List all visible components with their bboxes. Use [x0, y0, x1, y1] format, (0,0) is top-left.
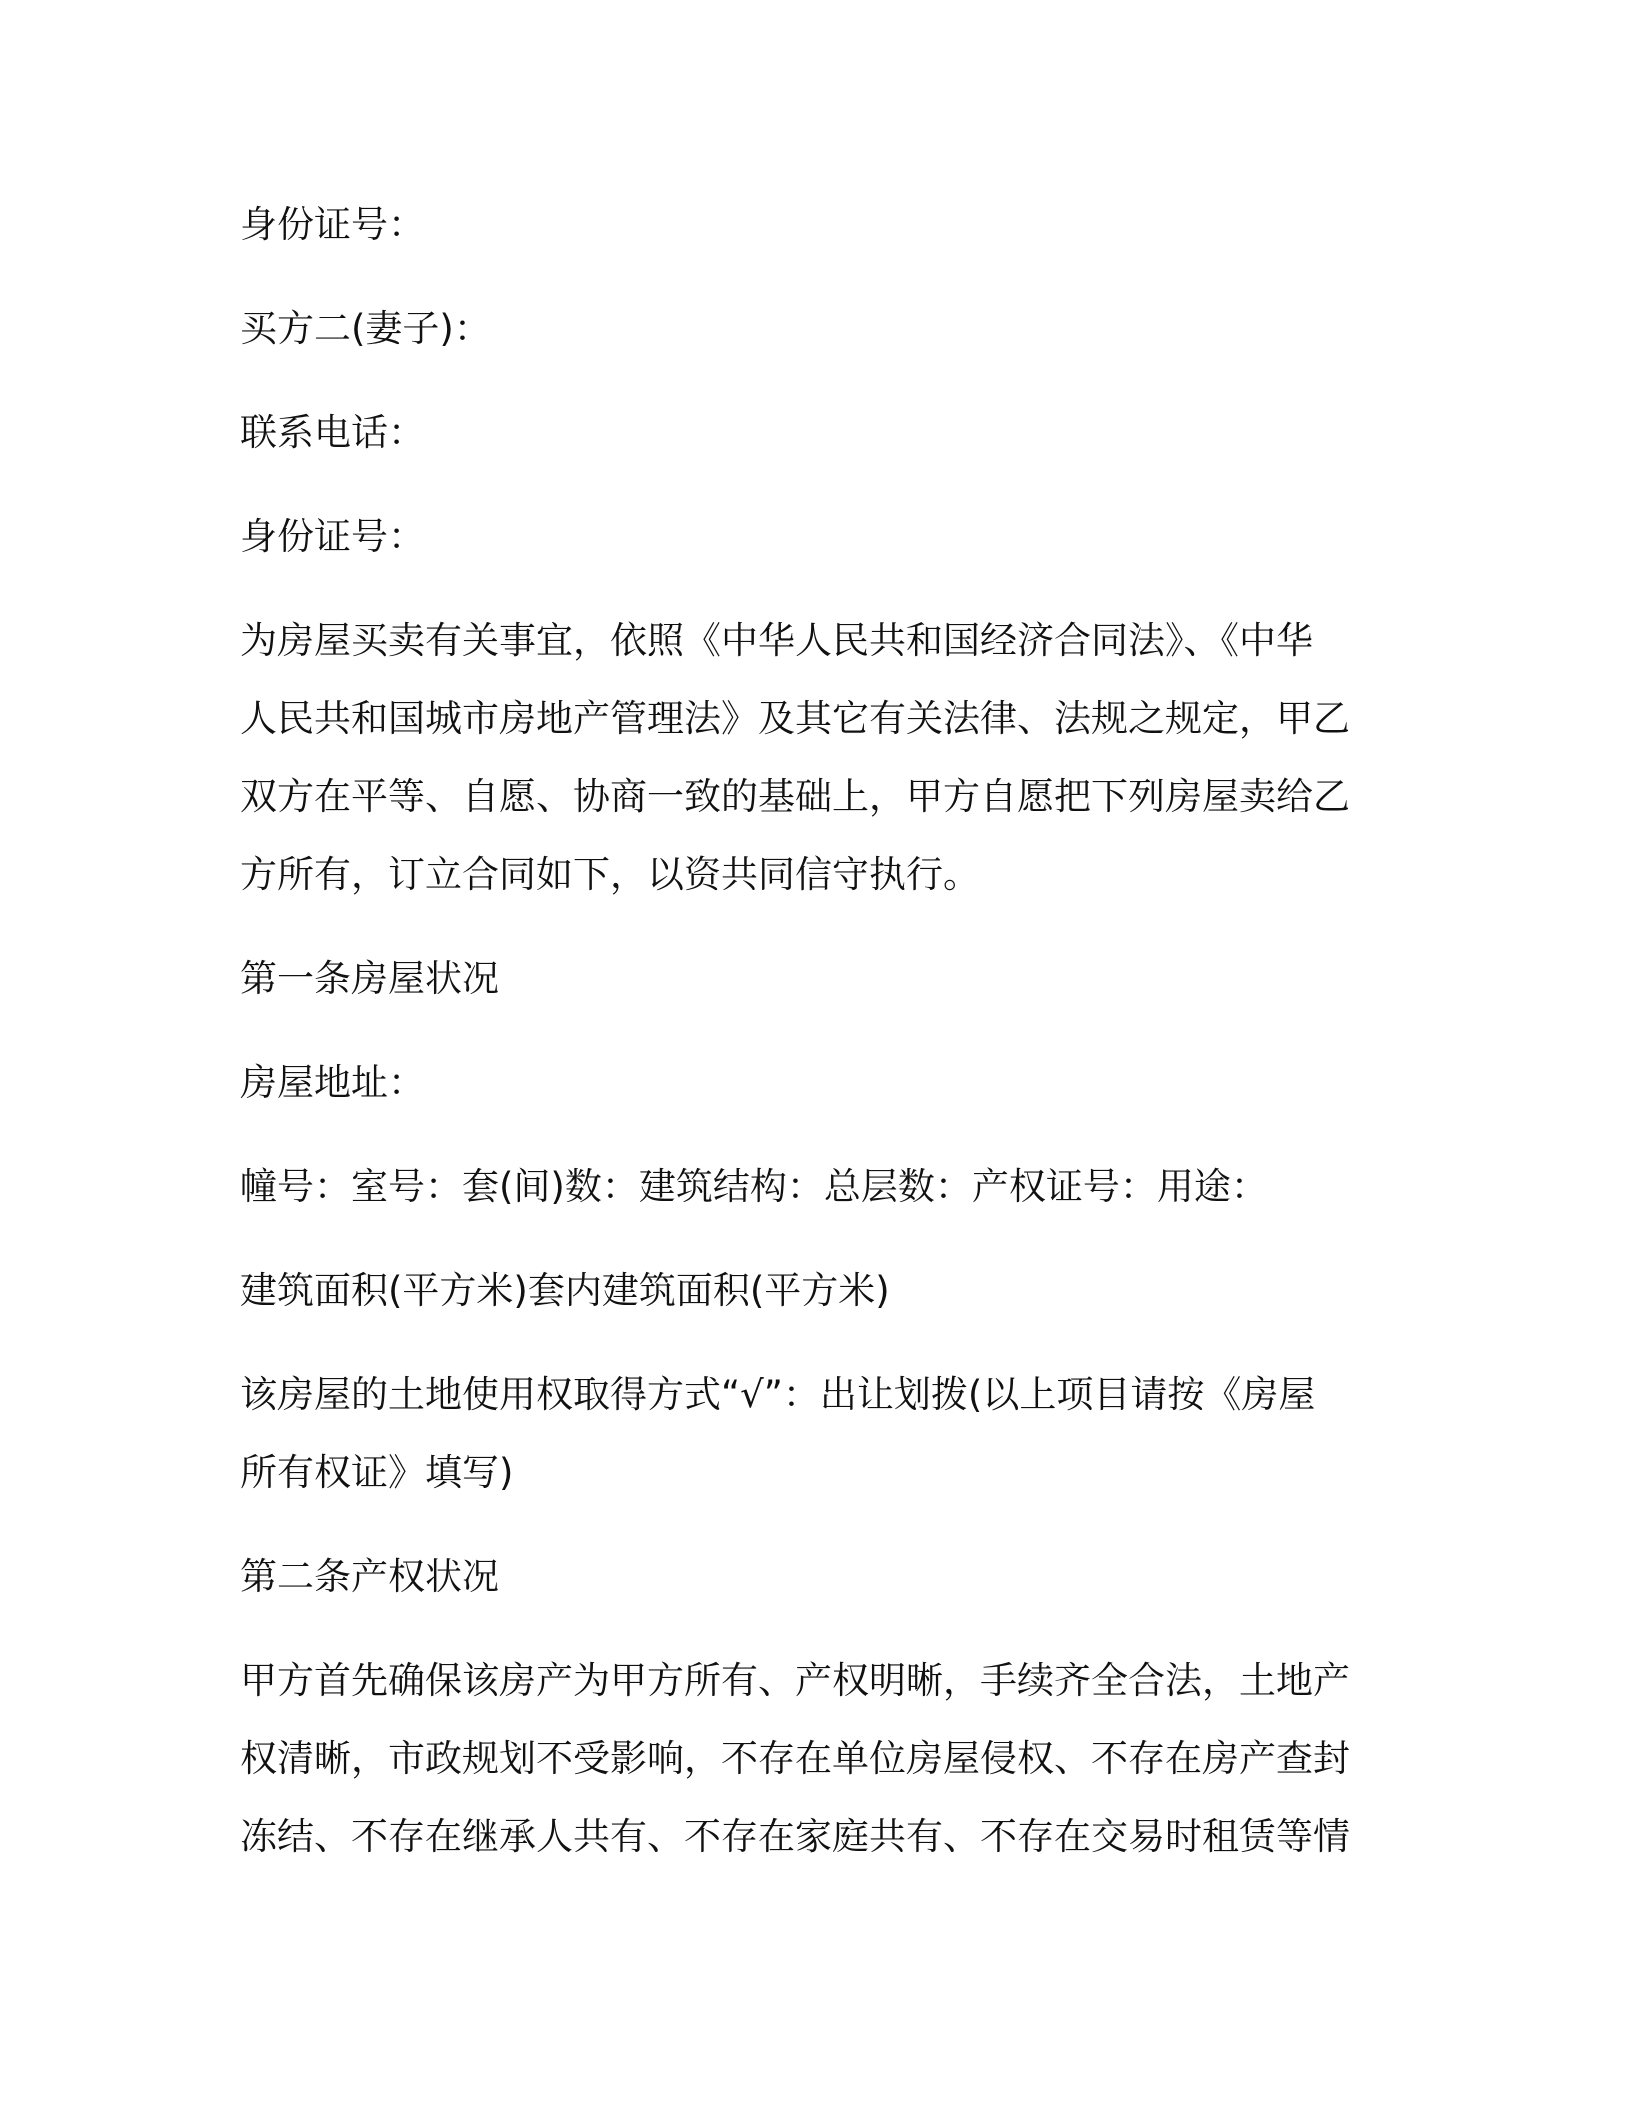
intro-line: 方所有，订立合同如下，以资共同信守执行。 — [240, 853, 980, 896]
intro-paragraph — [240, 602, 1366, 914]
buyer-two-label: 买方二(妻子)： — [240, 307, 491, 350]
rights-line: 甲方首先确保该房产为甲方所有、产权明晰，手续齐全合法，土地产 — [240, 1659, 1350, 1702]
house-fields-line: 幢号：室号：套(间)数：建筑结构：总层数：产权证号：用途： — [240, 1165, 1268, 1208]
id-number-label: 身份证号： — [240, 203, 425, 246]
intro-line: 双方在平等、自愿、协商一致的基础上，甲方自愿把下列房屋卖给乙 — [240, 775, 1350, 818]
intro-line: 人民共和国城市房地产管理法》及其它有关法律、法规之规定，甲乙 — [240, 697, 1350, 740]
document-body — [240, 186, 1366, 1876]
land-use-line: 该房屋的土地使用权取得方式“√”：出让划拨(以上项目请按《房屋 — [240, 1373, 1316, 1416]
intro-line: 为房屋买卖有关事宜，依照《中华人民共和国经济合同法》、《中华 — [240, 619, 1313, 662]
property-rights-paragraph — [240, 1642, 1366, 1876]
article-1-heading: 第一条房屋状况 — [240, 957, 499, 1000]
area-line: 建筑面积(平方米)套内建筑面积(平方米) — [240, 1269, 890, 1312]
rights-line: 权清晰，市政规划不受影响，不存在单位房屋侵权、不存在房产查封 — [240, 1737, 1350, 1780]
article-2-heading: 第二条产权状况 — [240, 1555, 499, 1598]
land-use-line: 所有权证》填写) — [240, 1451, 514, 1494]
rights-line: 冻结、不存在继承人共有、不存在家庭共有、不存在交易时租赁等情 — [240, 1815, 1350, 1858]
house-address-label: 房屋地址： — [240, 1061, 425, 1104]
id-number-label-2: 身份证号： — [240, 515, 425, 558]
phone-label: 联系电话： — [240, 411, 425, 454]
land-use-paragraph — [240, 1356, 1366, 1512]
